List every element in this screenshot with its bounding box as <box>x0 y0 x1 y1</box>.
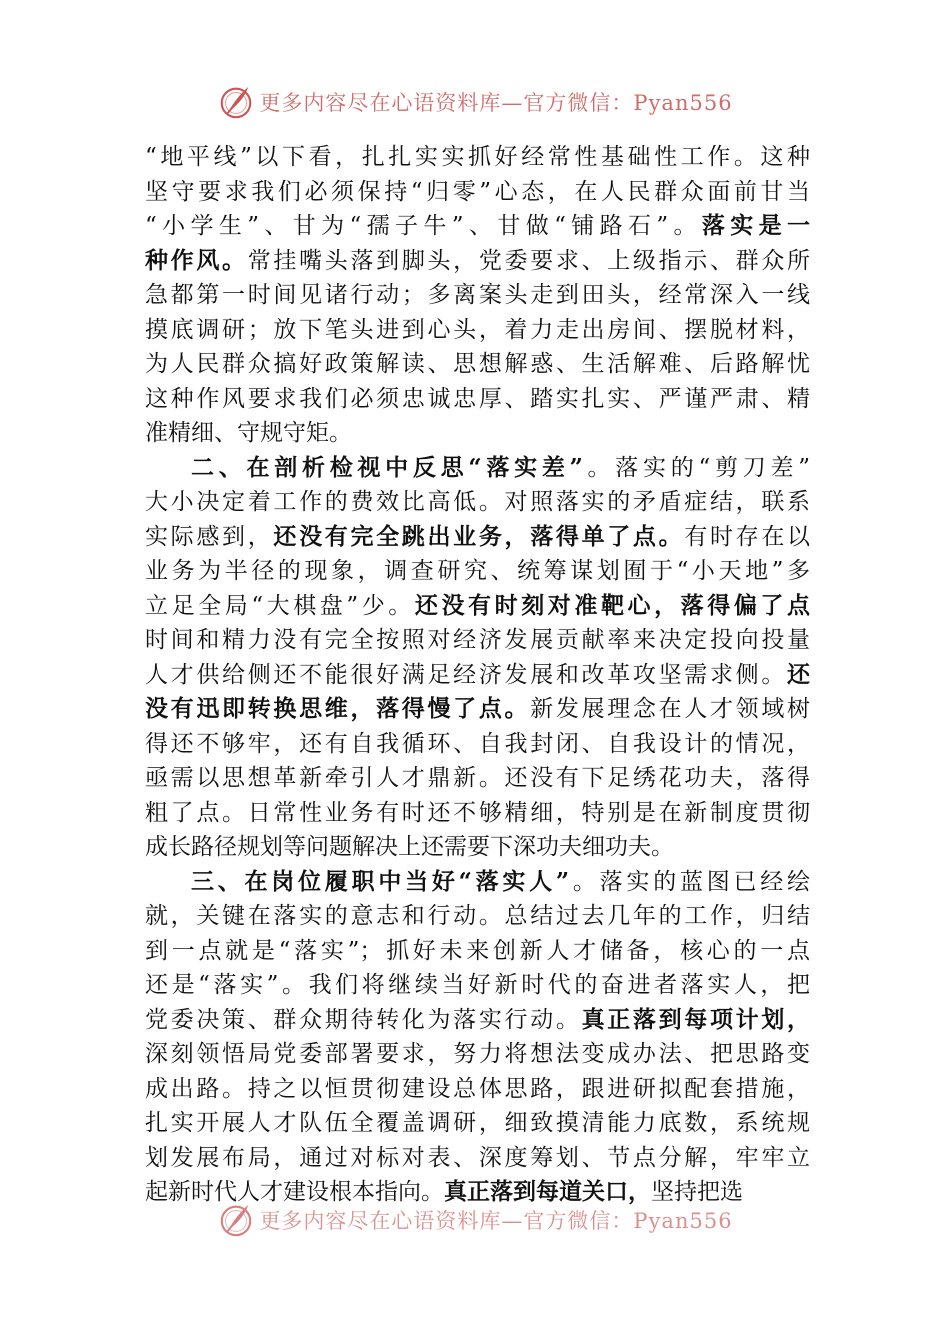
text-run: 就，关键在落实的意志和行动。总结过去几年的工作，归结 <box>145 903 810 929</box>
text-line <box>145 278 810 313</box>
text-run: 实际感到， <box>145 523 274 550</box>
text-run: 党委决策、群众期待转化为落实行动。 <box>145 1006 582 1033</box>
text-run: 常挂嘴头落到脚头，党委要求、上级指示、群众所 <box>247 247 810 274</box>
text-line <box>145 313 810 348</box>
text-run: 立足全局“大棋盘”少。 <box>145 592 415 619</box>
text-run: 粗了点。日常性业务有时还不够精细，特别是在新制度贯彻 <box>145 799 810 826</box>
header-watermark <box>0 80 950 124</box>
text-line <box>145 934 810 969</box>
text-line <box>145 451 810 486</box>
text-run: “小学生”、甘为“孺子牛”、甘做“铺路石”。 <box>145 213 702 239</box>
text-line <box>145 554 810 589</box>
text-line <box>145 968 810 1003</box>
text-run: 新发展理念在人才领域树 <box>530 696 810 722</box>
text-run: 坚守要求我们必须保持“归零”心态，在人民群众面前甘当 <box>145 178 810 205</box>
text-line <box>145 520 810 555</box>
bold-run: 还没有完全跳出业务，落得单了点。 <box>273 522 685 550</box>
text-run: 成出路。持之以恒贯彻建设总体思路，跟进研拟配套措施， <box>145 1075 810 1102</box>
text-line <box>145 830 810 865</box>
text-run: 急都第一时间见诸行动；多离案头走到田头，经常深入一线 <box>145 282 810 308</box>
text-run: 坚持把选 <box>651 1179 743 1205</box>
text-line <box>145 727 810 762</box>
text-line <box>145 1037 810 1072</box>
text-line <box>145 347 810 382</box>
bold-run: 没有迅即转换思维，落得慢了点。 <box>145 695 531 722</box>
watermark-text: 更多内容尽在心语资料库—官方微信：Pyan556 <box>259 91 733 115</box>
text-run: 成长路径规划等问题解决上还需要下深功夫细功夫。 <box>145 834 674 860</box>
text-run: 。落实的蓝图已经绘 <box>569 868 810 895</box>
text-line <box>145 761 810 796</box>
text-line <box>145 1141 810 1176</box>
document-body <box>145 140 810 1210</box>
text-run: 为人民群众搞好政策解读、思想解惑、生活解难、后路解忧 <box>145 351 810 377</box>
text-line <box>145 416 810 451</box>
bold-run: 还 <box>787 660 810 688</box>
text-line <box>145 623 810 658</box>
footer-watermark <box>0 1198 950 1242</box>
text-run: 人才供给侧还不能很好满足经济发展和改革攻坚需求侧。 <box>145 661 787 688</box>
text-line <box>145 589 810 624</box>
text-line <box>145 692 810 727</box>
bold-run: 还没有时刻对准靶心，落得偏了点 <box>414 591 810 619</box>
text-line <box>145 899 810 934</box>
text-run: 扎实开展人才队伍全覆盖调研，细致摸清能力底数，系统规 <box>145 1110 810 1136</box>
text-run: 有时存在以 <box>684 523 810 550</box>
text-run: 起新时代人才建设根本指向。 <box>145 1179 444 1205</box>
bold-run: 真正落到每项计划， <box>581 1005 810 1033</box>
quill-seal-icon <box>217 83 255 121</box>
text-line <box>145 382 810 417</box>
text-run: 大小决定着工作的费效比高低。对照落实的矛盾症结，联系 <box>145 489 810 515</box>
text-line <box>145 796 810 831</box>
text-line <box>145 1003 810 1038</box>
bold-run: 种作风。 <box>145 246 248 274</box>
text-line <box>145 244 810 279</box>
text-line <box>145 140 810 175</box>
text-line <box>145 209 810 244</box>
text-line <box>145 175 810 210</box>
text-run: 深刻领悟局党委部署要求，努力将想法变成办法、把思路变 <box>145 1041 810 1067</box>
text-line <box>145 1072 810 1107</box>
text-run: 。落实的“剪刀差” <box>582 454 810 481</box>
text-run: 亟需以思想革新牵引人才鼎新。还没有下足绣花功夫，落得 <box>145 765 810 791</box>
bold-run: 落实是一 <box>701 212 810 239</box>
text-run: 得还不够牢，还有自我循环、自我封闭、自我设计的情况， <box>145 730 810 757</box>
text-run: 划发展布局，通过对标对表、深度筹划、节点分解，牢牢立 <box>145 1144 810 1171</box>
text-run: “地平线”以下看，扎扎实实抓好经常性基础性工作。这种 <box>145 144 810 170</box>
text-line <box>145 658 810 693</box>
text-line <box>145 1106 810 1141</box>
bold-run: 三、在岗位履职中当好“落实人” <box>191 867 570 895</box>
paragraph <box>145 451 810 865</box>
watermark-text: 更多内容尽在心语资料库—官方微信：Pyan556 <box>259 1209 733 1233</box>
text-run: 到一点就是“落实”；抓好未来创新人才储备，核心的一点 <box>145 937 810 964</box>
text-line <box>145 485 810 520</box>
text-run: 业务为半径的现象，调查研究、统筹谋划囿于“小天地”多 <box>145 558 810 584</box>
text-run: 准精细、守规守矩。 <box>145 420 352 446</box>
text-run: 时间和精力没有完全按照对经济发展贡献率来决定投向投量 <box>145 627 810 653</box>
bold-run: 二、在剖析检视中反思“落实差” <box>191 453 583 481</box>
quill-seal-icon <box>217 1201 255 1239</box>
paragraph <box>145 140 810 451</box>
text-run: 还是“落实”。我们将继续当好新时代的奋进者落实人，把 <box>145 972 810 998</box>
text-line <box>145 865 810 900</box>
text-run: 这种作风要求我们必须忠诚忠厚、踏实扎实、严谨严肃、精 <box>145 385 810 412</box>
text-run: 摸底调研；放下笔头进到心头，着力走出房间、摆脱材料， <box>145 316 810 343</box>
paragraph <box>145 865 810 1210</box>
bold-run: 真正落到每道关口， <box>444 1178 651 1205</box>
